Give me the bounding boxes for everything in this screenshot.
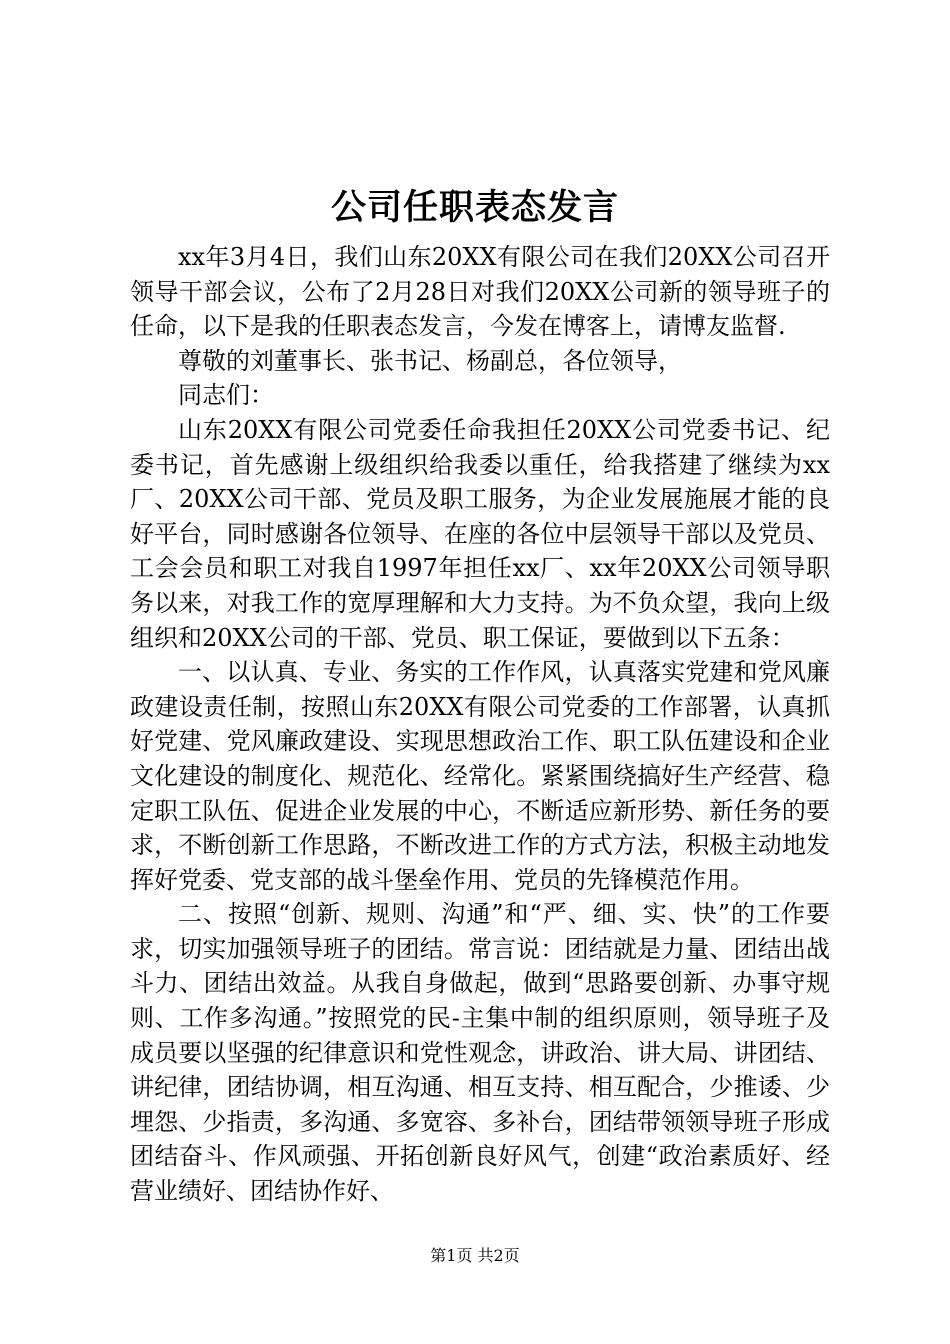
body-paragraph: 山东20XX有限公司党委任命我担任20XX公司党委书记、纪委书记，首先感谢上级组织给我委以重任，给我搭建了继续为xx厂、20XX公司干部、党员及职工服务，为企业发展施展才能的良好平台，同时感谢各位领导、在座的各位中层领导干部以及党员、工会会员和职工对我自1997年担任xx厂、xx年20XX公司领导职务以来，对我工作的宽厚理解和大力支持。为不负众望，我向上级组织和20XX公司的干部、党员、职工保证，要做到以下五条： (130, 415, 830, 652)
document-title: 公司任职表态发言 (330, 187, 619, 228)
body-paragraph: 一、以认真、专业、务实的工作作风，认真落实党建和党风廉政建设责任制，按照山东20XX有限公司党委的工作部署，认真抓好党建、党风廉政建设、实现思想政治工作、职工队伍建设和企业文化建设的制度化、规范化、经常化。紧紧围绕搞好生产经营、稳定职工队伍、促进企业发展的中心，不断适应新形势、新任务的要求，不断创新工作思路，不断改进工作的方式方法，积极主动地发挥好党委、党支部的战斗堡垒作用、党员的先锋模范作用。 (130, 658, 830, 894)
body-paragraph: 同志们： (178, 381, 274, 410)
body-paragraph: xx年3月4日，我们山东20XX有限公司在我们20XX公司召开领导干部会议，公布了2月28日对我们20XX公司新的领导班子的任命，以下是我的任职表态发言，今发在博客上，请博友监督. (130, 243, 830, 341)
body-paragraph: 二、按照“创新、规则、沟通”和“严、细、实、快”的工作要求，切实加强领导班子的团结。常言说：团结就是力量、团结出战斗力、团结出效益。从我自身做起，做到“思路要创新、办事守规则、工作多沟通。”按照党的民-主集中制的组织原则，领导班子及成员要以坚强的纪律意识和党性观念，讲政治、讲大局、讲团结、讲纪律，团结协调，相互沟通、相互支持、相互配合，少推诿、少埋怨、少指责，多沟通、多宽容、多补台，团结带领领导班子形成团结奋斗、作风顽强、开拓创新良好风气，创建“政治素质好、经营业绩好、团结协作好、 (130, 900, 830, 1206)
document-body (130, 240, 830, 1209)
body-paragraph: 尊敬的刘董事长、张书记、杨副总，各位领导， (178, 346, 682, 375)
page-number-footer: 第1页 共2页 (430, 1246, 520, 1265)
